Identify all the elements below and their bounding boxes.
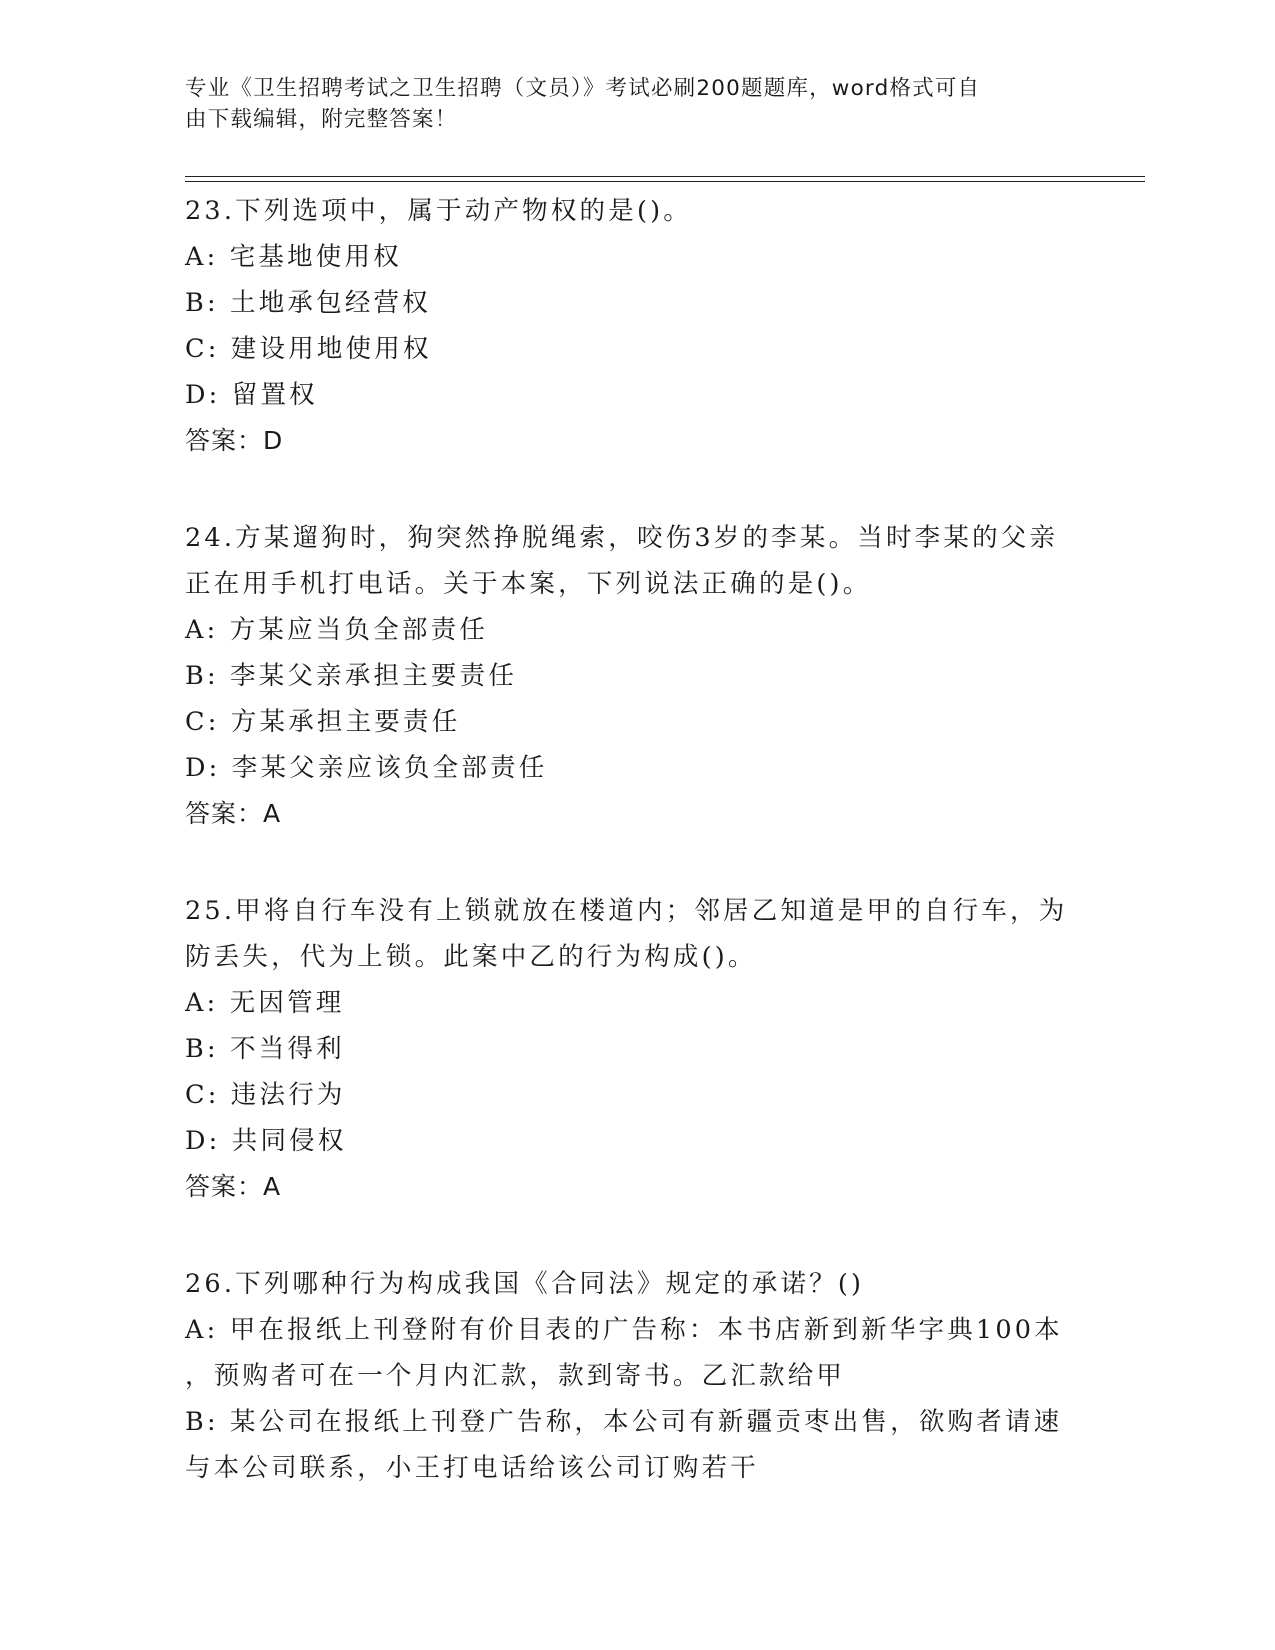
question-24 — [185, 515, 1085, 837]
question-stem-continued: 正在用手机打电话。关于本案，下列说法正确的是()。 — [185, 569, 872, 599]
question-23 — [185, 188, 1085, 464]
option-a: A: 宅基地使用权 — [185, 242, 402, 272]
option-a: A: 甲在报纸上刊登附有价目表的广告称：本书店新到新华字典100本 — [185, 1315, 1063, 1345]
option-b-continued: 与本公司联系，小王打电话给该公司订购若干 — [185, 1453, 760, 1483]
option-d: D: 李某父亲应该负全部责任 — [185, 753, 548, 783]
question-stem-continued: 防丢失，代为上锁。此案中乙的行为构成()。 — [185, 942, 757, 972]
option-d: D: 共同侵权 — [185, 1126, 347, 1156]
answer-label: 答案：A — [185, 1172, 282, 1201]
header-divider-top — [185, 176, 1145, 177]
question-25 — [185, 888, 1085, 1210]
header-line-2: 由下载编辑，附完整答案！ — [185, 107, 458, 132]
option-c: C: 建设用地使用权 — [185, 334, 432, 364]
option-c: C: 违法行为 — [185, 1080, 346, 1110]
question-stem: 23.下列选项中，属于动产物权的是()。 — [185, 196, 692, 226]
option-d: D: 留置权 — [185, 380, 318, 410]
option-c: C: 方某承担主要责任 — [185, 707, 461, 737]
header-line-1: 专业《卫生招聘考试之卫生招聘（文员）》考试必刷200题题库，word格式可自 — [185, 76, 981, 101]
answer-label: 答案：A — [185, 799, 282, 828]
option-a: A: 方某应当负全部责任 — [185, 615, 489, 645]
question-stem: 24.方某遛狗时，狗突然挣脱绳索，咬伤3岁的李某。当时李某的父亲 — [185, 523, 1059, 553]
answer-label: 答案：D — [185, 426, 284, 455]
question-26 — [185, 1261, 1085, 1491]
question-stem: 26.下列哪种行为构成我国《合同法》规定的承诺？() — [185, 1269, 865, 1299]
option-b: B: 李某父亲承担主要责任 — [185, 661, 518, 691]
question-stem: 25.甲将自行车没有上锁就放在楼道内；邻居乙知道是甲的自行车，为 — [185, 896, 1068, 926]
option-b: B: 不当得利 — [185, 1034, 345, 1064]
option-a-continued: ，预购者可在一个月内汇款，款到寄书。乙汇款给甲 — [185, 1361, 846, 1391]
option-b: B: 某公司在报纸上刊登广告称，本公司有新疆贡枣出售，欲购者请速 — [185, 1407, 1063, 1437]
header-divider-bottom — [185, 181, 1145, 182]
option-b: B: 土地承包经营权 — [185, 288, 431, 318]
document-header — [185, 73, 1065, 135]
option-a: A: 无因管理 — [185, 988, 345, 1018]
question-list — [185, 188, 1085, 1542]
